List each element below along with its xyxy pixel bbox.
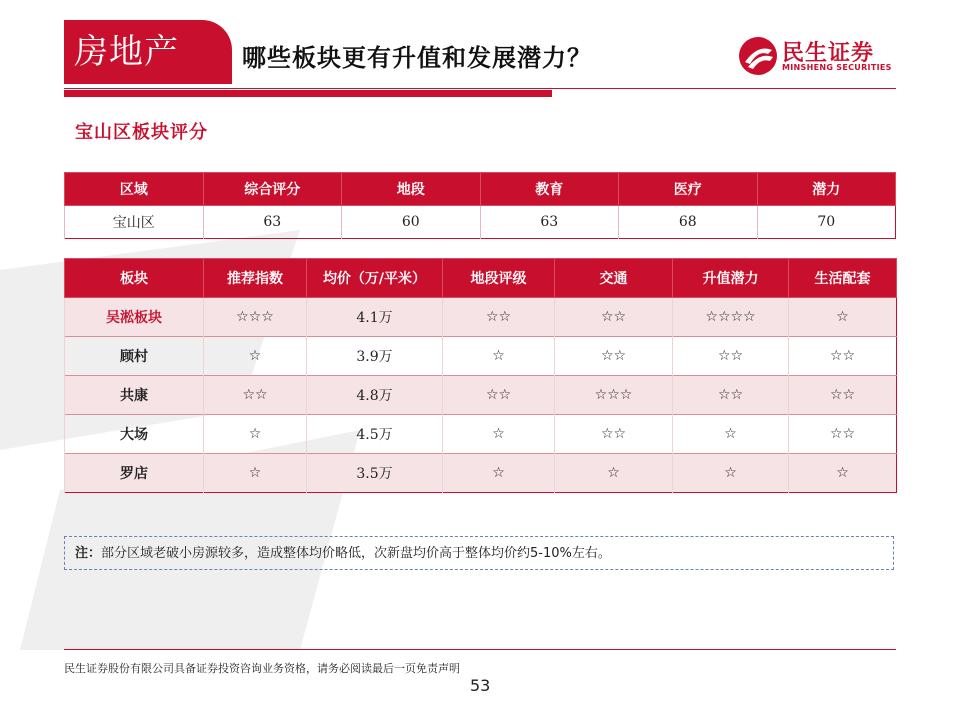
brand-name-cn: 民生证券 (782, 41, 875, 66)
block-name: 吴淞板块 (65, 298, 204, 337)
price-cell: 4.8万 (307, 376, 443, 415)
table-row (65, 206, 896, 239)
table-cell: ☆ (789, 454, 897, 493)
table-cell: ☆ (555, 454, 673, 493)
table-cell: ☆☆ (673, 376, 789, 415)
block-name: 罗店 (65, 454, 204, 493)
table-cell: ☆ (789, 298, 897, 337)
block-rating-table (64, 258, 897, 493)
page-headline: 哪些板块更有升值和发展潜力？ (242, 44, 592, 72)
table-cell: 宝山区 (65, 206, 204, 239)
section-title: 宝山区板块评分 (75, 122, 208, 143)
table-cell: ☆☆ (789, 376, 897, 415)
page-number: 53 (470, 676, 491, 695)
table-cell: ☆☆ (555, 298, 673, 337)
column-header: 医疗 (619, 173, 758, 206)
table-cell: ☆☆☆ (204, 298, 307, 337)
table-cell: ☆☆☆ (555, 376, 673, 415)
column-header: 升值潜力 (673, 259, 789, 298)
table-row (65, 337, 897, 376)
table-cell: ☆ (204, 415, 307, 454)
brand-name-en: MINSHENG SECURITIES (782, 63, 892, 72)
table-cell: ☆☆ (555, 415, 673, 454)
table-cell: ☆ (673, 415, 789, 454)
minsheng-logo-icon (738, 36, 778, 76)
block-name: 共康 (65, 376, 204, 415)
table-cell: 68 (619, 206, 758, 239)
table-cell: 63 (480, 206, 619, 239)
price-cell: 4.1万 (307, 298, 443, 337)
column-header: 地段 (342, 173, 481, 206)
table-cell: ☆☆ (789, 337, 897, 376)
table-cell: ☆ (204, 454, 307, 493)
table-row (65, 376, 897, 415)
table-cell: 60 (342, 206, 481, 239)
table-cell: ☆☆ (789, 415, 897, 454)
table-cell: ☆ (443, 337, 555, 376)
table-cell: ☆☆ (555, 337, 673, 376)
column-header: 潜力 (757, 173, 896, 206)
header-divider (64, 88, 896, 89)
block-table-header (65, 259, 897, 298)
table-cell: 63 (203, 206, 342, 239)
footer-divider (64, 649, 896, 650)
table-cell: 70 (757, 206, 896, 239)
table-cell: ☆ (673, 454, 789, 493)
table-cell: ☆☆ (443, 376, 555, 415)
footnote-box (64, 536, 894, 570)
price-cell: 3.5万 (307, 454, 443, 493)
category-tag: 房地产 (64, 20, 232, 84)
column-header: 推荐指数 (204, 259, 307, 298)
column-header: 区域 (65, 173, 204, 206)
brand-logo (738, 36, 908, 80)
column-header: 交通 (555, 259, 673, 298)
column-header: 教育 (480, 173, 619, 206)
table-row (65, 454, 897, 493)
price-cell: 4.5万 (307, 415, 443, 454)
table-row (65, 298, 897, 337)
table-cell: ☆ (443, 454, 555, 493)
table-cell: ☆☆ (673, 337, 789, 376)
footnote-text: 部分区域老破小房源较多，造成整体均价略低，次新盘均价高于整体均价约5-10%左右。 (101, 546, 611, 561)
table-cell: ☆☆☆☆ (673, 298, 789, 337)
table-cell: ☆ (204, 337, 307, 376)
block-name: 大场 (65, 415, 204, 454)
table-cell: ☆ (443, 415, 555, 454)
column-header: 板块 (65, 259, 204, 298)
footnote-label: 注： (75, 546, 102, 561)
table-cell: ☆☆ (204, 376, 307, 415)
score-table-header (65, 173, 896, 206)
table-row (65, 415, 897, 454)
column-header: 综合评分 (203, 173, 342, 206)
district-score-table (64, 172, 896, 239)
footer-disclaimer: 民生证券股份有限公司具备证券投资咨询业务资格，请务必阅读最后一页免责声明 (64, 662, 460, 675)
price-cell: 3.9万 (307, 337, 443, 376)
column-header: 生活配套 (789, 259, 897, 298)
column-header: 地段评级 (443, 259, 555, 298)
table-cell: ☆☆ (443, 298, 555, 337)
block-name: 顾村 (65, 337, 204, 376)
column-header: 均价（万/平米） (307, 259, 443, 298)
header-accent-bar (64, 90, 552, 97)
